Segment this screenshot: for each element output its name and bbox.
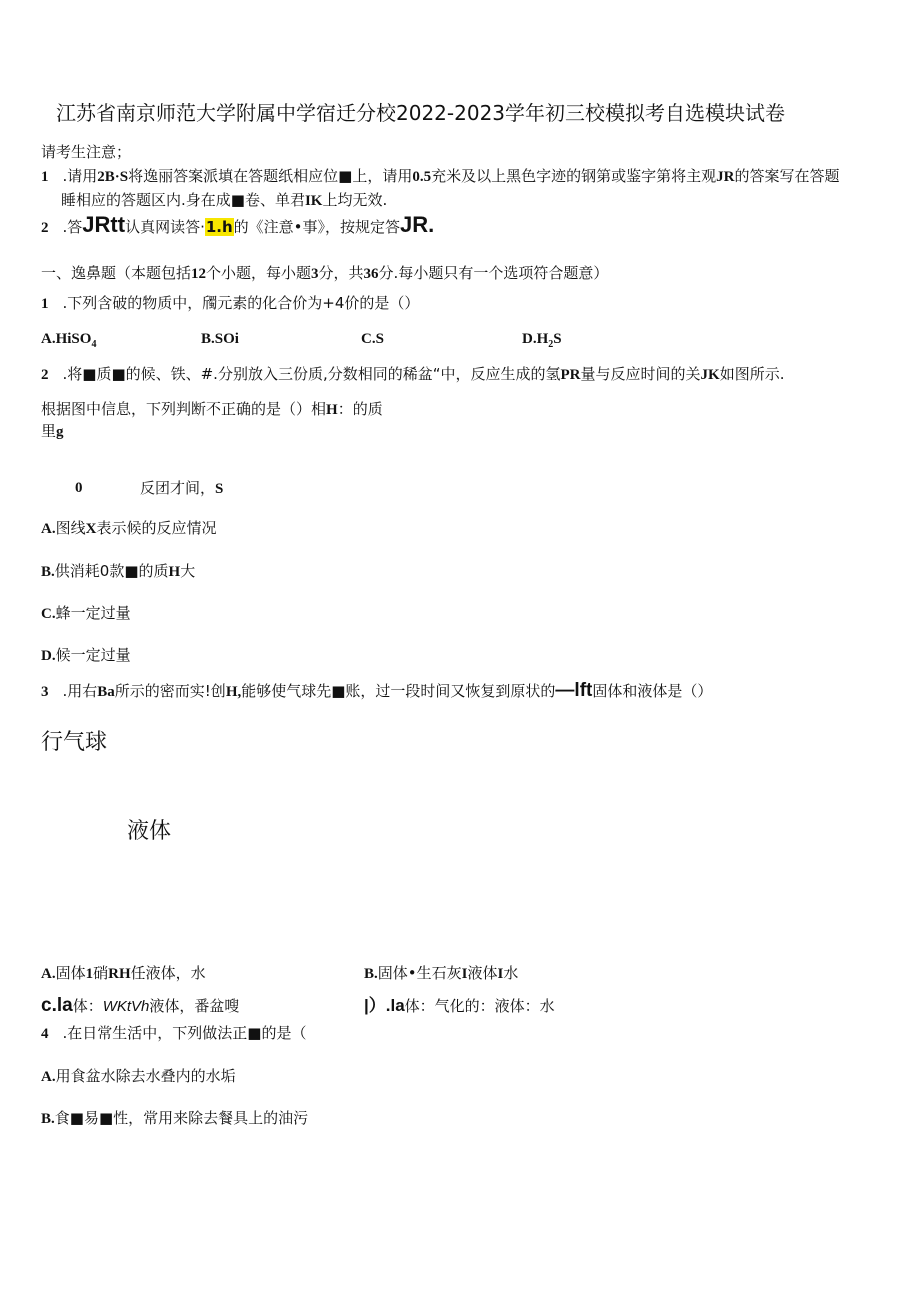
text-fragment: 分，共 <box>318 264 364 282</box>
notice-item-2 <box>41 213 434 240</box>
text-fragment: 充米及以上黑色字迹的钢第或鉴字第将主观 <box>431 167 717 185</box>
text-fragment: I <box>497 966 504 982</box>
subscript: 2 <box>548 339 554 350</box>
text-fragment: 个小题，每小题 <box>206 264 312 282</box>
notice-item-1-line2 <box>61 190 387 211</box>
text-fragment: 表示候的反应情况 <box>96 519 217 537</box>
text-fragment: Ba <box>97 684 115 700</box>
text-fragment: 1 <box>85 966 94 982</box>
text-fragment: A.HiSO <box>41 331 92 347</box>
text-fragment: A. <box>41 521 56 537</box>
text-fragment: IK <box>304 193 323 209</box>
text-fragment: 0 <box>99 562 110 580</box>
q2-option-c <box>41 603 131 624</box>
text-fragment: 36 <box>363 266 379 282</box>
q3-option-b <box>364 963 518 984</box>
text-fragment: A. <box>41 1069 56 1085</box>
q1-option-c: C.S <box>361 331 384 347</box>
text-fragment: B. <box>41 1111 55 1127</box>
text-fragment: 认真网读答· <box>125 218 205 236</box>
text-fragment: 反团才间， <box>140 479 216 497</box>
text-fragment: S <box>215 481 224 497</box>
text-fragment: B. <box>364 966 378 982</box>
text-fragment: |）.la <box>364 996 405 1015</box>
notice-heading: 请考生注意； <box>41 143 132 161</box>
text-fragment: 将逸丽答案派填在答题纸相应位■上，请用 <box>128 167 413 185</box>
notice-item-1-line1 <box>41 166 839 187</box>
text-fragment: 量与反应时间的关 <box>580 365 701 383</box>
q2-option-d <box>41 645 131 666</box>
text-fragment: WKtVh <box>102 998 150 1015</box>
text-fragment: .在日常生活中，下列做法正■的是（ <box>62 1024 307 1042</box>
text-fragment: 体： <box>72 997 103 1015</box>
text-fragment: 固体 <box>55 964 86 982</box>
text-fragment: 12 <box>191 266 207 282</box>
q3-option-a <box>41 963 206 984</box>
question-3-number: 3 <box>41 684 49 700</box>
text-fragment: H <box>326 402 338 418</box>
text-fragment: .将■质■的候、铁、#.分别放入三份质,分数相同的稀盆“中，反应生成的氢 <box>62 365 561 383</box>
text-fragment: 大 <box>180 562 196 580</box>
text-fragment: 如图所示. <box>719 365 785 383</box>
text-fragment: .答 <box>62 218 83 236</box>
graph-origin-label: 0 <box>75 480 83 496</box>
text-fragment: 能够使气球先■账，过一段时间又恢复到原状的 <box>241 682 556 700</box>
text-fragment: 液体 <box>467 964 498 982</box>
q1-option-d <box>522 329 562 355</box>
text-fragment: 根据图中信息，下列判断不正确的是（）相 <box>41 400 327 418</box>
q4-option-a <box>41 1066 236 1087</box>
text-fragment: 所示的密而实!创 <box>114 682 226 700</box>
text-fragment: A. <box>41 966 56 982</box>
text-fragment: .下列含破的物质中， <box>62 294 203 312</box>
text-fragment: D.H <box>522 331 549 347</box>
text-fragment: 的《注意•事》，按规定答 <box>233 218 401 236</box>
text-fragment: 上均无效. <box>322 191 388 209</box>
text-fragment: g <box>56 424 64 440</box>
q2-option-a <box>41 518 216 539</box>
question-2-line2 <box>41 399 383 420</box>
notice-item-2-number: 2 <box>41 220 49 236</box>
text-fragment: 0.5 <box>412 169 432 185</box>
text-fragment: JR. <box>400 212 435 237</box>
question-4-number: 4 <box>41 1026 49 1042</box>
text-fragment: JR <box>716 169 735 185</box>
graph-y-axis-label <box>41 421 64 442</box>
notice-item-1-number: 1 <box>41 169 49 185</box>
text-fragment: .请用 <box>62 167 98 185</box>
question-2-stem <box>41 364 784 385</box>
text-fragment: 固体•生石灰 <box>377 964 462 982</box>
text-fragment: 分.每小题只有一个选项符合题意） <box>378 264 609 282</box>
text-fragment: JK <box>700 367 720 383</box>
text-fragment: 任液体，水 <box>130 964 206 982</box>
text-fragment: S <box>553 331 562 347</box>
q1-option-b: B.SOi <box>201 331 239 347</box>
text-fragment: 供消耗 <box>54 562 100 580</box>
text-fragment: c.la <box>41 995 73 1016</box>
q3-option-d <box>364 995 555 1017</box>
text-fragment: 硝 <box>93 964 109 982</box>
text-fragment: 斶 <box>202 294 218 312</box>
text-fragment: 用食盆水除去水叠内的水垢 <box>55 1067 236 1085</box>
text-fragment: H, <box>225 684 242 700</box>
question-1-number: 1 <box>41 296 49 312</box>
text-fragment: 一、逸鼻题（本题包括 <box>41 264 192 282</box>
text-fragment: 食■易■性，常用来除去餐具上的油污 <box>54 1109 309 1127</box>
text-fragment: 候一定过量 <box>55 646 131 664</box>
subscript: 4 <box>91 339 97 350</box>
q1-option-a <box>41 329 96 355</box>
text-fragment: 液体，番盆嗖 <box>149 997 240 1015</box>
text-fragment: —lft <box>555 680 593 701</box>
q4-option-b <box>41 1108 308 1129</box>
question-4-stem <box>41 1023 306 1044</box>
text-fragment: 款■的质 <box>109 562 169 580</box>
text-fragment: B. <box>41 564 55 580</box>
text-fragment: 里 <box>41 422 57 440</box>
text-fragment: RH <box>108 966 131 982</box>
section-heading <box>41 263 608 284</box>
text-fragment: 睡相应的答题区内.身在成■卷、单君 <box>61 191 305 209</box>
text-fragment: I <box>461 966 468 982</box>
question-1-stem <box>41 293 419 314</box>
text-fragment: 固体和液体是（） <box>592 682 713 700</box>
text-fragment: 体：气化的：液体：水 <box>404 997 555 1015</box>
highlighted-text: 1.h <box>205 218 233 236</box>
diagram-label-balloon: 行气球 <box>41 730 108 755</box>
text-fragment: .用右 <box>62 682 98 700</box>
text-fragment: 蜂一定过量 <box>55 604 131 622</box>
graph-x-axis-label <box>140 478 223 499</box>
text-fragment: ：的质 <box>337 400 383 418</box>
q2-option-b <box>41 561 195 582</box>
text-fragment: C. <box>41 606 56 622</box>
text-fragment: 图线 <box>55 519 86 537</box>
text-fragment: H <box>168 564 181 580</box>
diagram-label-liquid: 液体 <box>127 819 172 844</box>
page-title: 江苏省南京师范大学附属中学宿迁分校2022-2023学年初三校模拟考自选模块试卷 <box>56 101 786 125</box>
text-fragment: 3 <box>311 266 319 282</box>
q3-option-c <box>41 995 239 1018</box>
text-fragment: 水 <box>503 964 519 982</box>
text-fragment: JRtt <box>82 212 126 237</box>
text-fragment: 元素的化合价为+4价的是（） <box>217 294 420 312</box>
text-fragment: 2B·S <box>97 169 129 185</box>
text-fragment: 的答案写在答题 <box>734 167 840 185</box>
question-3-stem <box>41 680 712 703</box>
text-fragment: D. <box>41 648 56 664</box>
text-fragment: PR <box>560 367 581 383</box>
question-2-number: 2 <box>41 367 49 383</box>
text-fragment: X <box>85 521 97 537</box>
